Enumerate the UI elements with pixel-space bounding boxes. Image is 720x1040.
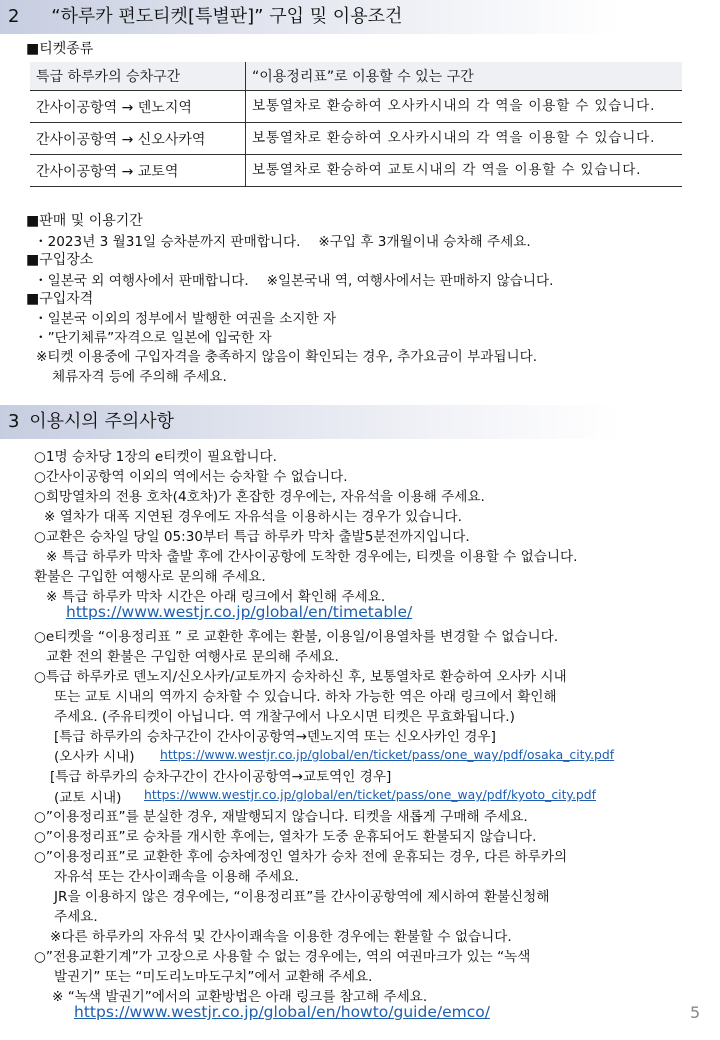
notice-line: ※ 특급 하루카 막차 출발 후에 간사이공항에 도착한 경우에는, 티켓을 이용할 수 없습니다. xyxy=(46,549,578,565)
notice-line: [특급 하루카의 승차구간이 간사이공항역→덴노지역 또는 신오사카인 경우] xyxy=(54,729,496,745)
kyoto-city-label: (교토 시내) xyxy=(54,790,122,806)
notice-line: 자유석 또는 간사이쾌속을 이용해 주세요. xyxy=(54,869,299,885)
table-row xyxy=(30,155,682,187)
notice-line: ※ 특급 하루카 막차 시간은 아래 링크에서 확인해 주세요. xyxy=(46,589,386,605)
osaka-city-link[interactable]: https://www.westjr.co.jp/global/en/ticket/pass/one_way/pdf/osaka_city.pdf xyxy=(160,747,615,762)
notice-line: 발권기” 또는 “미도리노마도구치”에서 교환해 주세요. xyxy=(54,969,373,985)
section-2-title: “하루카 편도티켓[특별판]” 구입 및 이용조건 xyxy=(51,6,403,27)
notice-line: ○”이용정리표”로 승차를 개시한 후에는, 열차가 도중 운휴되어도 환불되지 않습니다. xyxy=(34,829,537,845)
table-cell-route: 간사이공항역 → 신오사카역 xyxy=(30,123,246,155)
notice-line: ○교환은 승차일 당일 05:30부터 특급 하루카 막차 출발5분전까지입니다. xyxy=(34,529,470,545)
section-3-header xyxy=(0,405,620,439)
notice-line: 주세요. xyxy=(54,909,98,925)
section-2-number: 2 xyxy=(8,6,20,27)
notice-line: ※ 열차가 대폭 지연된 경우에도 자유석을 이용하시는 경우가 있습니다. xyxy=(44,509,462,525)
notice-line: ○특급 하루카로 덴노지/신오사카/교토까지 승차하신 후, 보통열차로 환승하여 오사카 시내 xyxy=(34,669,567,685)
notice-line: 교환 전의 환불은 구입한 여행사로 문의해 주세요. xyxy=(46,649,339,665)
kyoto-city-link[interactable]: https://www.westjr.co.jp/global/en/ticket/pass/one_way/pdf/kyoto_city.pdf xyxy=(144,787,597,802)
qualification-note: 체류자격 등에 주의해 주세요. xyxy=(52,369,227,385)
emco-guide-link[interactable]: https://www.westjr.co.jp/global/en/howto/guide/emco/ xyxy=(74,1003,490,1021)
table-cell-usage: 보통열차로 환승하여 교토시내의 각 역을 이용할 수 있습니다. xyxy=(246,155,683,187)
table-cell-route: 간사이공항역 → 교토역 xyxy=(30,155,246,187)
sales-heading: ■판매 및 이용기간 xyxy=(26,213,143,229)
qualification-heading: ■구입자격 xyxy=(26,291,94,307)
notice-line: ○1명 승차당 1장의 e티켓이 필요합니다. xyxy=(34,449,277,465)
notice-line: 주세요. (주유티켓이 아닙니다. 역 개찰구에서 나오시면 티켓은 무효화됩니다.) xyxy=(54,709,515,725)
table-row xyxy=(30,123,682,155)
notice-line: ※다른 하루카의 자유석 및 간사이쾌속을 이용한 경우에는 환불할 수 없습니다. xyxy=(50,929,512,945)
osaka-city-label: (오사카 시내) xyxy=(54,749,135,765)
notice-line: ○희망열차의 전용 호차(4호차)가 혼잡한 경우에는, 자유석을 이용해 주세요. xyxy=(34,489,485,505)
purchase-place-heading: ■구입장소 xyxy=(26,252,94,268)
ticket-table xyxy=(30,62,682,187)
table-header-row xyxy=(30,62,682,91)
qualification-line: ・”단기체류”자격으로 일본에 입국한 자 xyxy=(34,330,272,346)
page-number: 5 xyxy=(690,1003,701,1022)
table-cell-usage: 보통열차로 환승하여 오사카시내의 각 역을 이용할 수 있습니다. xyxy=(246,91,683,123)
section-3-title: 이용시의 주의사항 xyxy=(29,411,175,432)
notice-line: 또는 교토 시내의 역까지 승차할 수 있습니다. 하차 가능한 역은 아래 링크에서 확인해 xyxy=(54,689,557,705)
qualification-line: ・일본국 이외의 정부에서 발행한 여권을 소지한 자 xyxy=(34,311,337,327)
notice-line: JR을 이용하지 않은 경우에는, “이용정리표”를 간사이공항역에 제시하여 환불신청해 xyxy=(54,889,550,905)
notice-line: 환불은 구입한 여행사로 문의해 주세요. xyxy=(34,569,266,585)
timetable-link[interactable]: https://www.westjr.co.jp/global/en/timetable/ xyxy=(66,603,413,621)
sales-line: ・2023년 3 월31일 승차분까지 판매합니다. ※구입 후 3개월이내 승차해 주세요. xyxy=(34,234,531,250)
section-2-header xyxy=(0,0,620,34)
purchase-place-line: ・일본국 외 여행사에서 판매합니다. ※일본국내 역, 여행사에서는 판매하지 않습니다. xyxy=(34,273,554,289)
notice-line: [특급 하루카의 승차구간이 간사이공항역→교토역인 경우] xyxy=(50,769,392,785)
table-header-cell: 특급 하루카의 승차구간 xyxy=(30,62,246,91)
ticket-type-heading: ■티켓종류 xyxy=(26,41,94,57)
section-3-number: 3 xyxy=(8,411,20,432)
table-header-cell: “이용정리표”로 이용할 수 있는 구간 xyxy=(246,62,683,91)
notice-line: ○e티켓을 “이용정리표 ” 로 교환한 후에는 환불, 이용일/이용열차를 변경할 수 없습니다. xyxy=(34,629,559,645)
notice-line: ○”이용정리표”를 분실한 경우, 재발행되지 않습니다. 티켓을 새롭게 구매해 주세요. xyxy=(34,809,528,825)
table-cell-usage: 보통열차로 환승하여 오사카시내의 각 역을 이용할 수 있습니다. xyxy=(246,123,683,155)
notice-line: ○”이용정리표”로 교환한 후에 승차예정인 열차가 승차 전에 운휴되는 경우, 다른 하루카의 xyxy=(34,849,568,865)
notice-line: ○간사이공항역 이외의 역에서는 승차할 수 없습니다. xyxy=(34,469,348,485)
qualification-note: ※티켓 이용중에 구입자격을 충족하지 않음이 확인되는 경우, 추가요금이 부과됩니다. xyxy=(36,349,538,365)
table-row xyxy=(30,91,682,123)
notice-line: ○”전용교환기계”가 고장으로 사용할 수 없는 경우에는, 역의 여권마크가 있는 “녹색 xyxy=(34,949,531,965)
table-cell-route: 간사이공항역 → 덴노지역 xyxy=(30,91,246,123)
notice-line: ※ “녹색 발권기”에서의 교환방법은 아래 링크를 참고해 주세요. xyxy=(52,989,428,1005)
